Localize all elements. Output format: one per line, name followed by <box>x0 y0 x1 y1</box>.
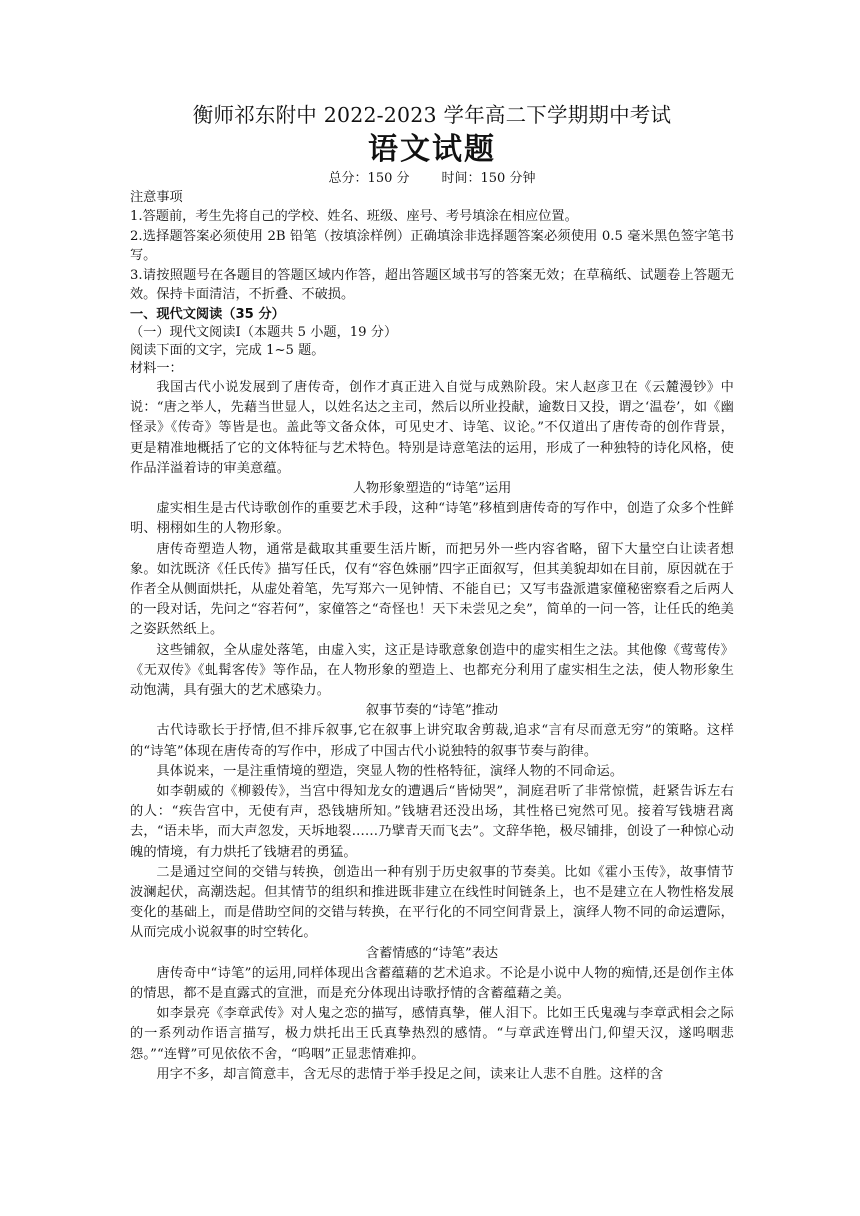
section-title: 一、现代文阅读（35 分） <box>130 306 285 322</box>
article-paragraph-7: 如李朝威的《柳毅传》，当宫中得知龙女的遭遇后“皆恸哭”，洞庭君听了非常惊慌，赶紧告诉左右的人：“疾告宫中，无使有声，恐钱塘所知。”钱塘君还没出场，其性格已宛然可见。接着写钱塘君离去，“语未毕，而大声忽发，天坼地裂……乃擘青天而飞去”。文辞华艳，极尽铺排，创设了一种惊心动魄的情境，有力烘托了钱塘君的勇猛。 <box>130 784 734 860</box>
article-heading-2: 叙事节奏的“诗笔”推动 <box>365 703 499 719</box>
article-paragraph-2: 虚实相生是古代诗歌创作的重要艺术手段，这种“诗笔”移植到唐传奇的写作中，创造了众多个性鲜明、栩栩如生的人物形象。 <box>130 501 734 537</box>
article-paragraph-9: 唐传奇中“诗笔”的运用,同样体现出含蓄蕴藉的艺术追求。不论是小说中人物的痴情,还是创作主体的情思，都不是直露式的宣泄，而是充分体现出诗歌抒情的含蓄蕴藉之美。 <box>130 965 734 1002</box>
article-paragraph-4: 这些铺叙，全从虚处落笔，由虚入实，这正是诗歌意象创造中的虚实相生之法。其他像《莺莺传》《无双传》《虬髯客传》等作品，在人物形象的塑造上、也都充分利用了虚实相生之法，使人物形象生动饱满，具有强大的艺术感染力。 <box>130 642 734 699</box>
subsection-title: （一）现代文阅读Ⅰ（本题共 5 小题，19 分） <box>130 324 398 340</box>
article-paragraph-3: 唐传奇塑造人物，通常是截取其重要生活片断，而把另外一些内容省略，留下大量空白让读者想象。如沈既济《任氏传》描写任氏，仅有“容色姝丽”四字正面叙写，但其美貌却如在目前，原因就在于作者全从侧面烘托，从虚处着笔，先写郑六一见钟情、不能自已；又写韦盎派遣家僮秘密察看之后两人的一段对话，先问之“容若何”，家僮答之“奇怪也！天下未尝见之矣”，简单的一问一答，让任氏的绝美之姿跃然纸上。 <box>130 541 734 638</box>
notice-title: 注意事项 <box>130 190 183 205</box>
article-paragraph-5: 古代诗歌长于抒情,但不排斥叙事,它在叙事上讲究取舍剪裁,追求“言有尽而意无穷”的策略。这样的“诗笔”体现在唐传奇的写作中，形成了中国古代小说独特的叙事节奏与韵律。 <box>130 723 734 759</box>
exam-meta <box>130 170 734 188</box>
time-limit: 时间：150 分钟 <box>441 171 536 186</box>
total-score: 总分：150 分 <box>328 171 410 186</box>
reading-instruction: 阅读下面的文字，完成 1~5 题。 <box>130 342 325 358</box>
notice-item-2: 2.选择题答案必须使用 2B 铅笔（按填涂样例）正确填涂非选择题答案必须使用 0.5 毫米黑色签字笔书写。 <box>130 228 734 264</box>
article-paragraph-11: 用字不多，却言简意丰，含无尽的悲情于举手投足之间，读来让人悲不自胜。这样的含 <box>156 1066 664 1082</box>
notice-item-1: 1.答题前，考生先将自己的学校、姓名、班级、座号、考号填涂在相应位置。 <box>130 209 578 224</box>
article-paragraph-8: 二是通过空间的交错与转换，创造出一种有别于历史叙事的节奏美。比如《霍小玉传》，故事情节波澜起伏，高潮迭起。但其情节的组织和推进既非建立在线性时间链条上，也不是建立在人物性格发展变化的基础上，而是借助空间的交错与转换，在平行化的不同空间背景上，演绎人物不同的命运遭际，从而完成小说叙事的时空转化。 <box>130 864 734 941</box>
article-heading-1: 人物形象塑造的“诗笔”运用 <box>352 480 512 496</box>
material-label: 材料一： <box>130 360 183 376</box>
article-heading-3: 含蓄情感的“诗笔”表达 <box>365 945 499 961</box>
article-paragraph-10: 如李景亮《李章武传》对人鬼之恋的描写，感情真挚，催人泪下。比如王氏鬼魂与李章武相会之际的一系列动作语言描写，极力烘托出王氏真挚热烈的感情。“与章武连臂出门,仰望天汉，遂呜咽悲怨。”“连臂”可见依依不舍，“呜咽”正显悲情难抑。 <box>130 1006 734 1062</box>
exam-title: 衡师祁东附中 2022-2023 学年高二下学期期中考试 <box>192 103 672 127</box>
exam-page <box>130 100 734 1085</box>
notice-item-3: 3.请按照题号在各题目的答题区域内作答，超出答题区域书写的答案无效；在草稿纸、试题卷上答题无效。保持卡面清洁，不折叠、不破损。 <box>130 267 734 303</box>
article-paragraph-1: 我国古代小说发展到了唐传奇，创作才真正进入自觉与成熟阶段。宋人赵彦卫在《云麓漫钞》中说：“唐之举人，先藉当世显人，以姓名达之主司，然后以所业投献，逾数日又投，谓之‘温卷’，如《幽怪录》《传奇》等皆是也。盖此等文备众体，可见史才、诗笔、议论。”不仅道出了唐传奇的创作背景，更是精准地概括了它的文体特征与艺术特色。特别是诗意笔法的运用，形成了一种独特的诗化风格，使作品洋溢着诗的审美意蕴。 <box>130 379 734 476</box>
subject-title: 语文试题 <box>368 132 496 167</box>
article-paragraph-6: 具体说来，一是注重情境的塑造，突显人物的性格特征，演绎人物的不同命运。 <box>156 763 624 779</box>
